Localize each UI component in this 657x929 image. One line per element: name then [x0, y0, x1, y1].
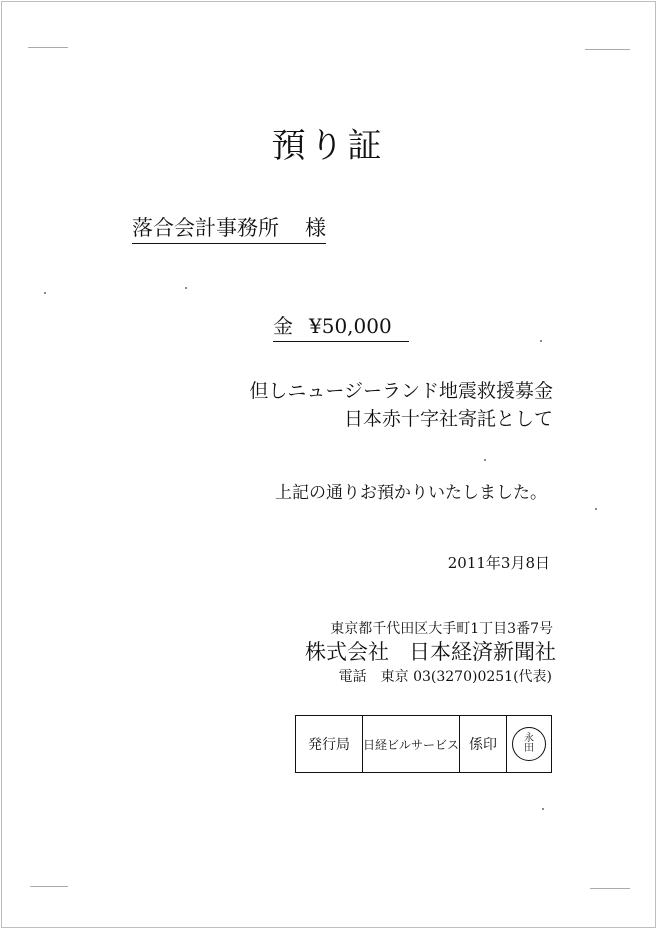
- issuer-company: [305, 636, 556, 666]
- phone-value: 東京 03(3270)0251(代表): [380, 669, 552, 685]
- issuing-office-value: 日経ビルサービス: [363, 716, 460, 772]
- addressee-line: [132, 212, 326, 244]
- seal-text-bottom: 田: [524, 743, 534, 754]
- scan-artifact: [30, 886, 68, 887]
- clerk-seal-cell: [507, 716, 551, 772]
- scan-artifact: [585, 49, 630, 50]
- seal-text-top: 永: [524, 733, 534, 744]
- addressee-name: 落合会計事務所: [132, 216, 279, 240]
- amount-label: 金: [273, 314, 293, 338]
- received-statement: 上記の通りお預かりいたしました。: [275, 483, 547, 503]
- company-name: 日本経済新聞社: [409, 640, 556, 664]
- amount-value: ¥50,000: [309, 314, 392, 338]
- issuer-address: 東京都千代田区大手町1丁目3番7号: [330, 621, 553, 637]
- scan-dot: [484, 459, 486, 461]
- document-title: 預り証: [271, 126, 386, 166]
- scan-artifact: [590, 888, 630, 889]
- scan-dot: [540, 340, 542, 342]
- scan-artifact: [28, 47, 68, 48]
- purpose-line-2: 日本赤十字社寄託として: [343, 408, 553, 430]
- clerk-seal-label: 係印: [460, 716, 507, 772]
- purpose-line-1: 但しニュージーランド地震救援募金: [249, 380, 553, 402]
- stamp-table: [295, 715, 552, 773]
- amount-line: [273, 310, 409, 342]
- scan-dot: [44, 292, 46, 294]
- issuer-phone: [339, 666, 552, 686]
- personal-seal-icon: [512, 727, 546, 761]
- scan-dot: [542, 808, 544, 810]
- scan-dot: [185, 287, 187, 289]
- company-type: 株式会社: [305, 640, 389, 664]
- scan-dot: [595, 508, 597, 510]
- issuing-office-label: 発行局: [296, 716, 363, 772]
- issue-date: 2011年3月8日: [447, 554, 550, 572]
- addressee-honorific: 様: [305, 216, 326, 240]
- phone-label: 電話: [338, 669, 367, 685]
